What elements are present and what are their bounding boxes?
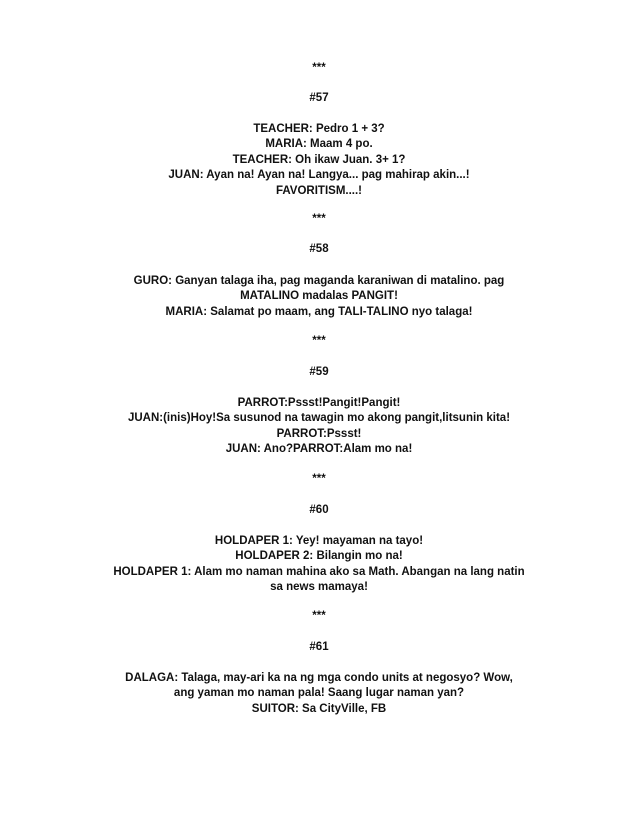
joke-number: #58 — [309, 243, 329, 255]
dialogue-line: HOLDAPER 1: Alam mo naman mahina ako sa Math. Abangan na lang natin — [113, 566, 525, 578]
dialogue-line: DALAGA: Talaga, may-ari ka na ng mga condo units at negosyo? Wow, — [125, 672, 513, 684]
dialogue-line: TEACHER: Oh ikaw Juan. 3+ 1? — [232, 154, 406, 166]
joke-number: #61 — [309, 641, 329, 653]
dialogue-line: PARROT:Pssst! — [276, 428, 362, 440]
dialogue-line: ang yaman mo naman pala! Saang lugar naman yan? — [173, 687, 465, 699]
dialogue-line: FAVORITISM....! — [275, 185, 363, 197]
joke-number: #59 — [309, 366, 329, 378]
separator: *** — [312, 213, 326, 225]
joke-number: #57 — [309, 92, 329, 104]
dialogue-line: JUAN: Ano?PARROT:Alam mo na! — [225, 443, 413, 455]
dialogue-line: GURO: Ganyan talaga iha, pag maganda karaniwan di matalino. pag — [133, 275, 505, 287]
dialogue-line: HOLDAPER 1: Yey! mayaman na tayo! — [214, 535, 424, 547]
dialogue-line: JUAN:(inis)Hoy!Sa susunod na tawagin mo akong pangit,litsunin kita! — [127, 412, 511, 424]
dialogue-line: MARIA: Salamat po maam, ang TALI-TALINO nyo talaga! — [165, 306, 473, 318]
separator: *** — [312, 335, 326, 347]
dialogue-line: SUITOR: Sa CityVille, FB — [251, 703, 387, 715]
dialogue-line: HOLDAPER 2: Bilangin mo na! — [235, 550, 403, 562]
dialogue-line: MATALINO madalas PANGIT! — [240, 290, 398, 302]
dialogue-line: JUAN: Ayan na! Ayan na! Langya... pag mahirap akin...! — [168, 169, 470, 181]
dialogue-line: PARROT:Pssst!Pangit!Pangit! — [237, 397, 401, 409]
separator: *** — [312, 473, 326, 485]
dialogue-line: sa news mamaya! — [270, 581, 368, 593]
joke-number: #60 — [309, 504, 329, 516]
dialogue-line: MARIA: Maam 4 po. — [265, 138, 373, 150]
separator: *** — [312, 62, 326, 74]
separator: *** — [312, 610, 326, 622]
dialogue-line: TEACHER: Pedro 1 + 3? — [253, 123, 385, 135]
